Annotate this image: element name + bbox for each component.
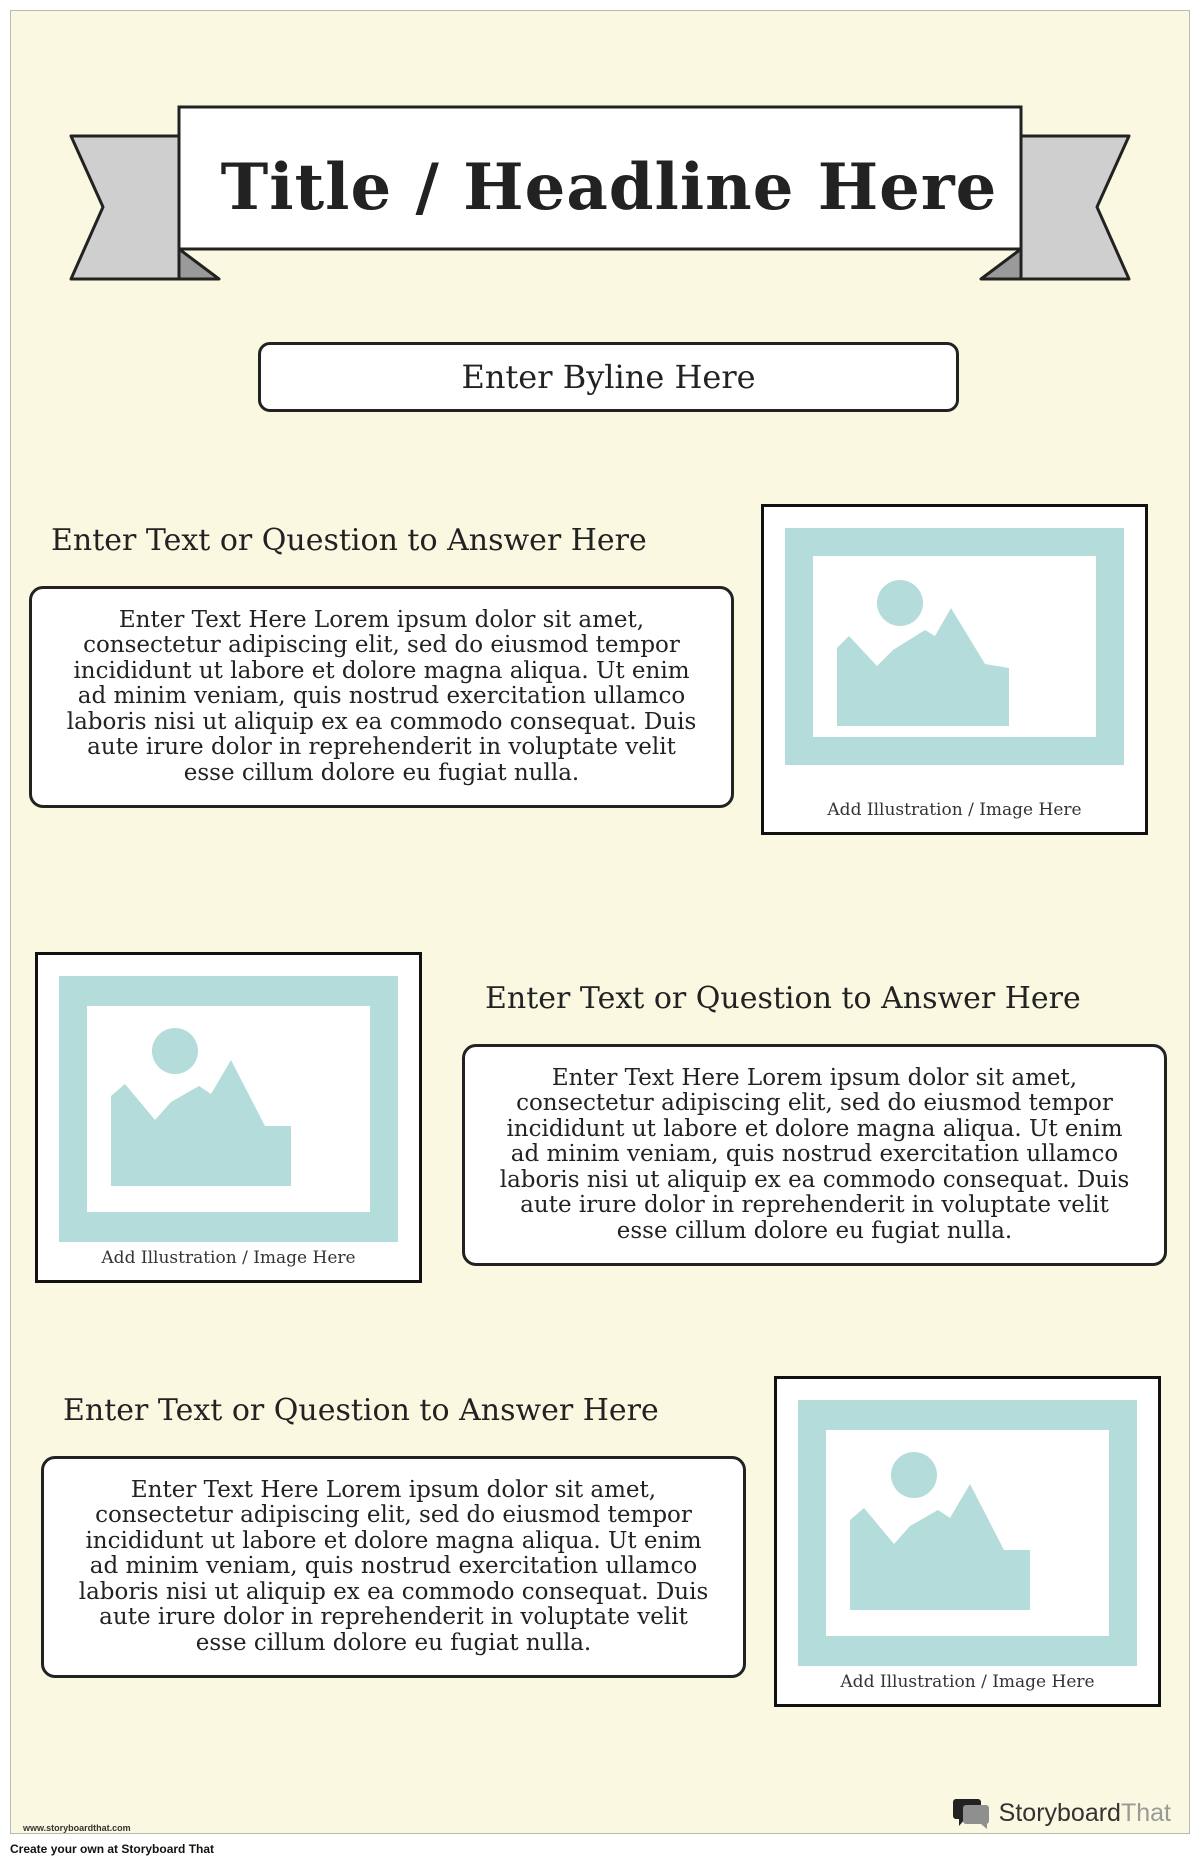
storyboardthat-logo-icon xyxy=(951,1797,991,1829)
image-placeholder-icon xyxy=(785,528,1124,765)
create-your-own-link[interactable]: Create your own at Storyboard That xyxy=(10,1842,215,1856)
text-line: consectetur adipiscing elit, sed do eiusmod tempor xyxy=(83,632,680,659)
text-line: laboris nisi ut aliquip ex ea commodo consequat. Duis xyxy=(66,708,697,735)
section-3-text-box[interactable] xyxy=(41,1456,746,1678)
section-1-text-box[interactable] xyxy=(29,586,734,808)
text-line: esse cillum dolore eu fugiat nulla. xyxy=(195,1629,592,1656)
section-1-image-caption: Add Illustration / Image Here xyxy=(827,800,1082,820)
text-line: incididunt ut labore et dolore magna aliqua. Ut enim xyxy=(73,657,690,684)
text-line: esse cillum dolore eu fugiat nulla. xyxy=(183,759,580,786)
footer-url[interactable]: www.storyboardthat.com xyxy=(23,1823,131,1833)
text-line: ad minim veniam, quis nostrud exercitation ullamco xyxy=(77,683,686,710)
text-line: Enter Text Here Lorem ipsum dolor sit amet, xyxy=(551,1064,1078,1091)
section-1-heading[interactable]: Enter Text or Question to Answer Here xyxy=(51,523,647,558)
text-line: laboris nisi ut aliquip ex ea commodo consequat. Duis xyxy=(499,1166,1130,1193)
text-line: consectetur adipiscing elit, sed do eiusmod tempor xyxy=(516,1090,1113,1117)
text-line: ad minim veniam, quis nostrud exercitation ullamco xyxy=(510,1141,1119,1168)
text-line: incididunt ut labore et dolore magna aliqua. Ut enim xyxy=(85,1527,702,1554)
image-placeholder-icon xyxy=(798,1400,1137,1666)
page-title[interactable]: Title / Headline Here xyxy=(220,149,998,225)
text-line: esse cillum dolore eu fugiat nulla. xyxy=(616,1217,1013,1244)
text-line: consectetur adipiscing elit, sed do eiusmod tempor xyxy=(95,1502,692,1529)
storyboardthat-brand[interactable] xyxy=(951,1797,1171,1829)
poster xyxy=(10,10,1190,1834)
section-2-image-frame[interactable] xyxy=(35,952,422,1283)
text-line: aute irure dolor in reprehenderit in voluptate velit xyxy=(87,734,676,761)
brand-secondary: That xyxy=(1120,1798,1171,1827)
section-2-image-caption: Add Illustration / Image Here xyxy=(101,1248,356,1268)
section-1-text xyxy=(67,608,697,787)
section-3-text xyxy=(79,1478,709,1657)
section-3-heading[interactable]: Enter Text or Question to Answer Here xyxy=(63,1393,659,1428)
section-2-text-box[interactable] xyxy=(462,1044,1167,1266)
brand-name xyxy=(999,1799,1171,1828)
section-2-heading[interactable]: Enter Text or Question to Answer Here xyxy=(485,981,1081,1016)
section-1-image-frame[interactable] xyxy=(761,504,1148,835)
text-line: laboris nisi ut aliquip ex ea commodo consequat. Duis xyxy=(78,1578,709,1605)
text-line: aute irure dolor in reprehenderit in voluptate velit xyxy=(99,1604,688,1631)
section-3-image-caption: Add Illustration / Image Here xyxy=(840,1672,1095,1692)
text-line: ad minim veniam, quis nostrud exercitation ullamco xyxy=(89,1553,698,1580)
text-line: incididunt ut labore et dolore magna aliqua. Ut enim xyxy=(506,1115,1123,1142)
section-2-text xyxy=(500,1066,1130,1245)
text-line: Enter Text Here Lorem ipsum dolor sit amet, xyxy=(130,1476,657,1503)
text-line: aute irure dolor in reprehenderit in voluptate velit xyxy=(520,1192,1109,1219)
image-placeholder-icon xyxy=(59,976,398,1242)
text-line: Enter Text Here Lorem ipsum dolor sit amet, xyxy=(118,606,645,633)
byline-field[interactable]: Enter Byline Here xyxy=(258,342,959,412)
section-3-image-frame[interactable] xyxy=(774,1376,1161,1707)
brand-primary: Storyboard xyxy=(998,1798,1121,1827)
